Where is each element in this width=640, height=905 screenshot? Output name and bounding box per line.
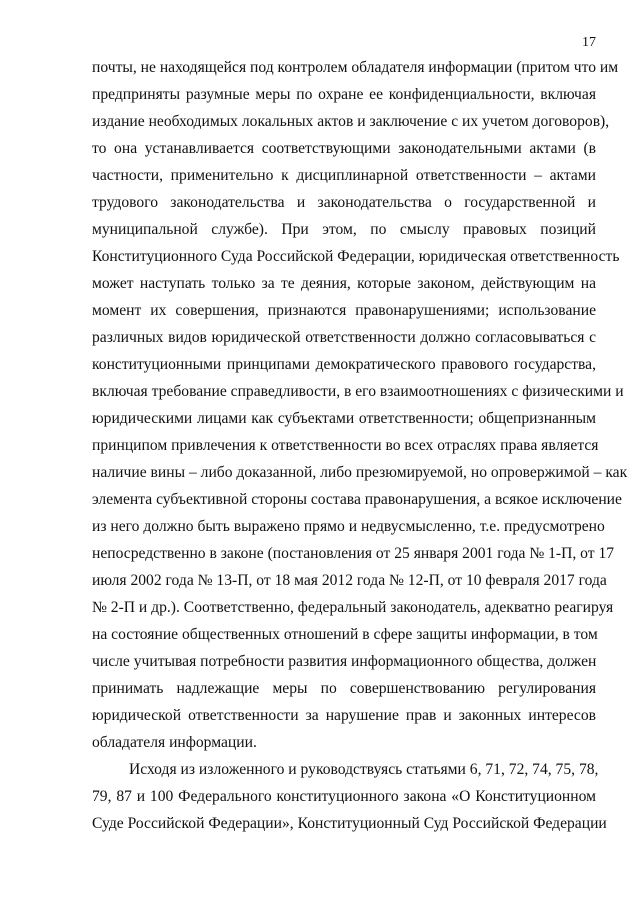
text-line: включая требование справедливости, в его взаимоотношениях с физическими и [92,383,624,400]
paragraph [92,756,607,837]
text-line: почты, не находящейся под контролем обладателя информации (притом что им [92,59,619,76]
text-line: числе учитывая потребности развития информационного общества, должен [92,653,597,670]
text-line: Конституционного Суда Российской Федерации, юридическая ответственность [92,248,620,265]
text-line: принципом привлечения к ответственности во всех отраслях права является [92,437,599,454]
text-line: муниципальной службе). При этом, по смыслу правовых позиций [92,221,596,238]
text-line: различных видов юридической ответственности должно согласовываться с [92,329,596,346]
text-line: Исходя из изложенного и руководствуясь статьями 6, 71, 72, 74, 75, 78, [129,761,599,778]
text-line: на состояние общественных отношений в сфере защиты информации, в том [92,626,598,643]
paragraph [92,54,628,756]
text-line: частности, применительно к дисциплинарной ответственности – актами [92,167,596,184]
text-line: непосредственно в законе (постановления от 25 января 2001 года № 1-П, от 17 [92,545,615,562]
text-line: июля 2002 года № 13-П, от 18 мая 2012 года № 12-П, от 10 февраля 2017 года [92,572,607,589]
text-line: наличие вины – либо доказанной, либо презюмируемой, но опровержимой – как [92,464,628,481]
text-line: элемента субъективной стороны состава правонарушения, а всякое исключение [92,491,622,508]
text-line: 79, 87 и 100 Федерального конституционного закона «О Конституционном [92,788,596,805]
document-body [92,54,628,837]
text-line: предприняты разумные меры по охране ее конфиденциальности, включая [92,86,596,103]
text-line: трудового законодательства и законодательства о государственной и [92,194,596,211]
text-line: обладателя информации. [92,734,257,751]
text-line: конституционными принципами демократического правового государства, [92,356,596,373]
text-line: Суде Российской Федерации», Конституционный Суд Российской Федерации [92,815,607,832]
page-number: 17 [582,35,596,50]
text-line: юридическими лицами как субъектами ответственности; общепризнанным [92,410,596,427]
text-line: момент их совершения, признаются правонарушениями; использование [92,302,596,319]
text-line: юридической ответственности за нарушение прав и законных интересов [92,707,596,724]
text-line: принимать надлежащие меры по совершенствованию регулирования [92,680,596,697]
text-line: № 2-П и др.). Соответственно, федеральный законодатель, адекватно реагируя [92,599,614,616]
text-line: то она устанавливается соответствующими законодательными актами (в [92,140,596,157]
text-line: издание необходимых локальных актов и заключение с их учетом договоров), [92,113,610,130]
text-line: из него должно быть выражено прямо и недвусмысленно, т.е. предусмотрено [92,518,605,535]
text-line: может наступать только за те деяния, которые законом, действующим на [92,275,596,292]
